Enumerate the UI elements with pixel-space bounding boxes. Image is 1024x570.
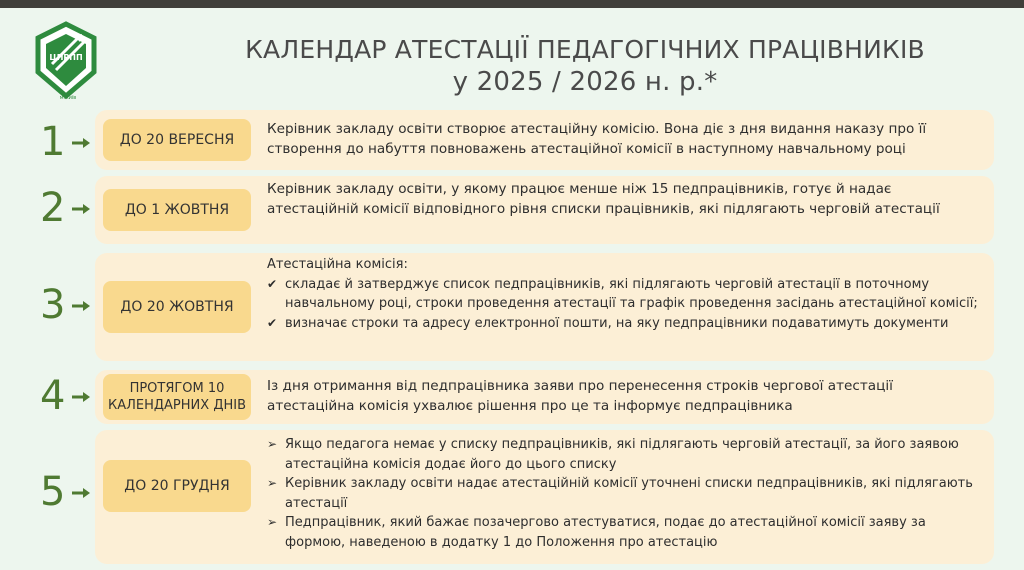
checklist [267,275,984,334]
title-line-2: у 2025 / 2026 н. р.* [452,67,718,97]
step-number: 4 [40,373,66,419]
step-text: Із дня отримання від педпрацівника заяви про перенесення строків чергової атестації атестаційна комісія ухвалює рішення про це та інформує педпрацівника [267,378,893,414]
date-badge: ДО 20 ГРУДНЯ [103,460,251,512]
list-item [267,314,984,334]
list-item-text: Педпрацівник, який бажає позачергово атестуватися, подає до атестаційної комісії заяву за формою, наведеною в додатку 1 до Положення про атестацію [285,515,926,550]
arrow-bullet-icon: ➢ [267,515,278,529]
arrow-right-icon [72,301,90,311]
step-card [95,430,994,564]
step-number: 1 [40,119,66,165]
step-number: 5 [40,469,66,515]
logo-city: м.Київ [59,95,77,101]
step-text [267,255,984,333]
list-item [267,474,984,513]
date-badge [103,374,251,420]
list-item-text: визначає строки та адресу електронної пошти, на яку педпрацівники подаватимуть документи [285,315,949,331]
step-text [267,435,984,552]
arrow-right-icon [72,488,90,498]
step-card [95,370,994,424]
date-badge-line-1: ПРОТЯГОМ 10 [129,381,225,396]
arrow-right-icon [72,138,90,148]
list-item [267,435,984,474]
date-badge-line-2: КАЛЕНДАРНИХ ДНІВ [108,398,246,413]
step-number: 3 [40,282,66,328]
list-item-text: Якщо педагога немає у списку педпрацівників, які підлягають черговій атестації, за його заявою атестаційна комісія додає його до цього списку [285,437,959,472]
arrow-bullet-icon: ➢ [267,437,278,451]
check-icon: ✔ [267,315,278,330]
step-number: 2 [40,185,66,231]
step-intro: Атестаційна комісія: [267,257,408,272]
step-card [95,110,994,170]
list-item-text: складає й затверджує список педпрацівників, які підлягають черговій атестації в поточному навчальному році, строки проведення атестації та графік проведення засідань атестаційної комісії; [285,276,978,311]
logo-text: ЦПРПП [49,53,83,62]
top-bar [0,0,1024,8]
date-badge: ДО 20 ЖОВТНЯ [103,281,251,333]
arrow-right-icon [72,204,90,214]
step-text: Керівник закладу освіти, у якому працює менше ніж 15 педпрацівників, готує й надає атестаційній комісії відповідного рівня списки працівників, які підлягають черговій атестації [267,181,940,217]
title-line-1: КАЛЕНДАР АТЕСТАЦІЇ ПЕДАГОГІЧНИХ ПРАЦІВНИКІВ [245,35,925,64]
arrow-bullet-icon: ➢ [267,476,278,490]
bullet-list [267,435,984,552]
list-item [267,275,984,314]
date-badge: ДО 20 ВЕРЕСНЯ [103,119,251,161]
list-item [267,513,984,552]
step-text: Керівник закладу освіти створює атестаційну комісію. Вона діє з дня видання наказу про її створення до набуття повноважень атестаційної комісії в наступному навчальному році [267,121,927,157]
list-item-text: Керівник закладу освіти надає атестаційній комісії уточнені списки педпрацівників, які підлягають атестації [285,476,973,511]
page-title [235,33,935,99]
step-card [95,176,994,244]
check-icon: ✔ [267,276,278,291]
organization-logo [30,20,102,102]
date-badge: ДО 1 ЖОВТНЯ [103,189,251,231]
step-card [95,253,994,361]
arrow-right-icon [72,392,90,402]
